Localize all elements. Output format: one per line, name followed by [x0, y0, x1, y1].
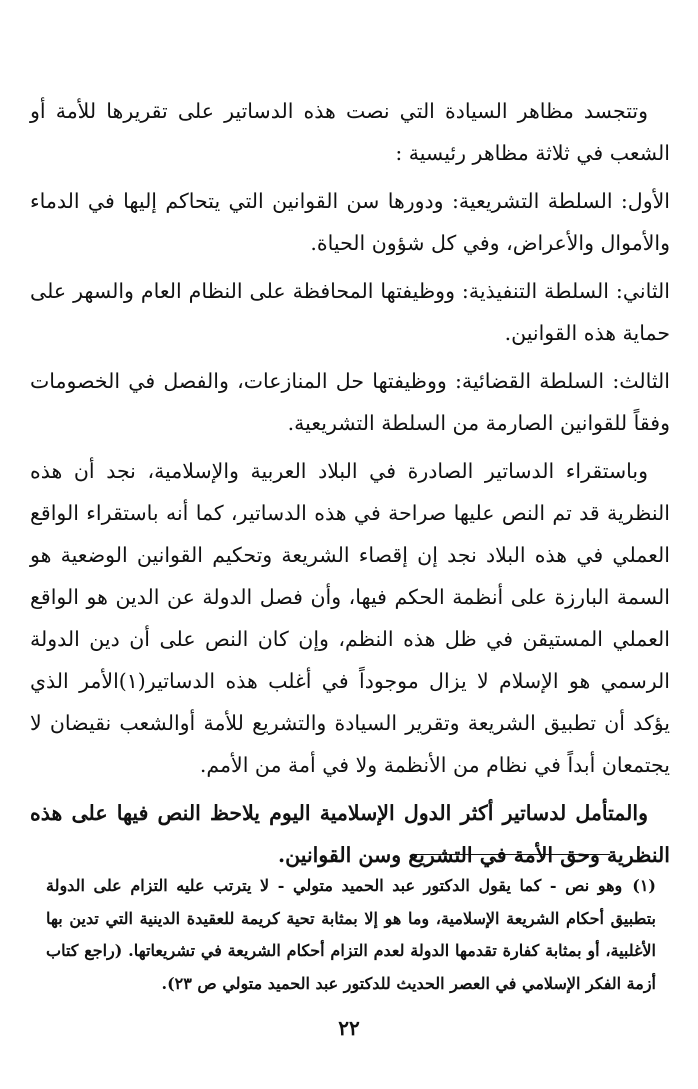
paragraph-judicial-authority: الثالث: السلطة القضائية: ووظيفتها حل المنازعات، والفصل في الخصومات وفقاً للقوانين الصارمة من السلطة التشريعية. — [30, 369, 670, 435]
paragraph-constitutions-survey: وباستقراء الدساتير الصادرة في البلاد العربية والإسلامية، نجد أن هذه النظرية قد تم النص عليها صراحة في هذه الدساتير، كما أنه باستقراء الواقع العملي في هذه البلاد نجد إن إقصاء الشريعة وتحكيم القوانين الوضعية هو السمة البارزة على أنظمة الحكم فيها، وأن فصل الدولة عن الدين هو الواقع العملي المستيقن في ظل هذه النظم، وإن كان النص على أن دين الدولة الرسمي هو الإسلام لا يزال موجوداً في أغلب هذه الدساتير(١)الأمر الذي يؤكد أن تطبيق الشريعة وتقرير السيادة والتشريع للأمة أوالشعب نقيضان لا يجتمعان أبداً في نظام من الأنظمة ولا في أمة من الأمم. — [30, 459, 670, 777]
paragraph-conclusion: والمتأمل لدساتير أكثر الدول الإسلامية اليوم يلاحظ النص فيها على هذه النظرية وحق الأمة في التشريع وسن القوانين. — [30, 801, 670, 867]
page-number: ٢٢ — [338, 1016, 360, 1040]
footnote — [46, 870, 656, 1000]
paragraph-sovereignty-intro: وتتجسد مظاهر السيادة التي نصت هذه الدساتير على تقريرها للأمة أو الشعب في ثلاثة مظاهر رئيسية : — [30, 99, 670, 165]
main-text — [30, 90, 670, 882]
paragraph-legislative-authority: الأول: السلطة التشريعية: ودورها سن القوانين التي يتحاكم إليها في الدماء والأموال والأعراض، وفي كل شؤون الحياة. — [30, 189, 670, 255]
footnote-divider — [415, 854, 610, 855]
footnote-text: وهو نص - كما يقول الدكتور عبد الحميد متولي - لا يترتب عليه التزام على الدولة بتطبيق أحكام الشريعة الإسلامية، وما هو إلا بمثابة تحية كريمة للعقيدة الدينية التي تدين بها الأغلبية، أو بمثابة كفارة تقدمها الدولة لعدم التزام أحكام الشريعة في تشريعاتها. (راجع كتاب أزمة الفكر الإسلامي في العصر الحديث للدكتور عبد الحميد متولي ص ٢٣). — [46, 876, 656, 993]
footnote-marker: (١) — [632, 876, 656, 895]
paragraph-executive-authority: الثاني: السلطة التنفيذية: ووظيفتها المحافظة على النظام العام والسهر على حماية هذه القوانين. — [30, 279, 670, 345]
